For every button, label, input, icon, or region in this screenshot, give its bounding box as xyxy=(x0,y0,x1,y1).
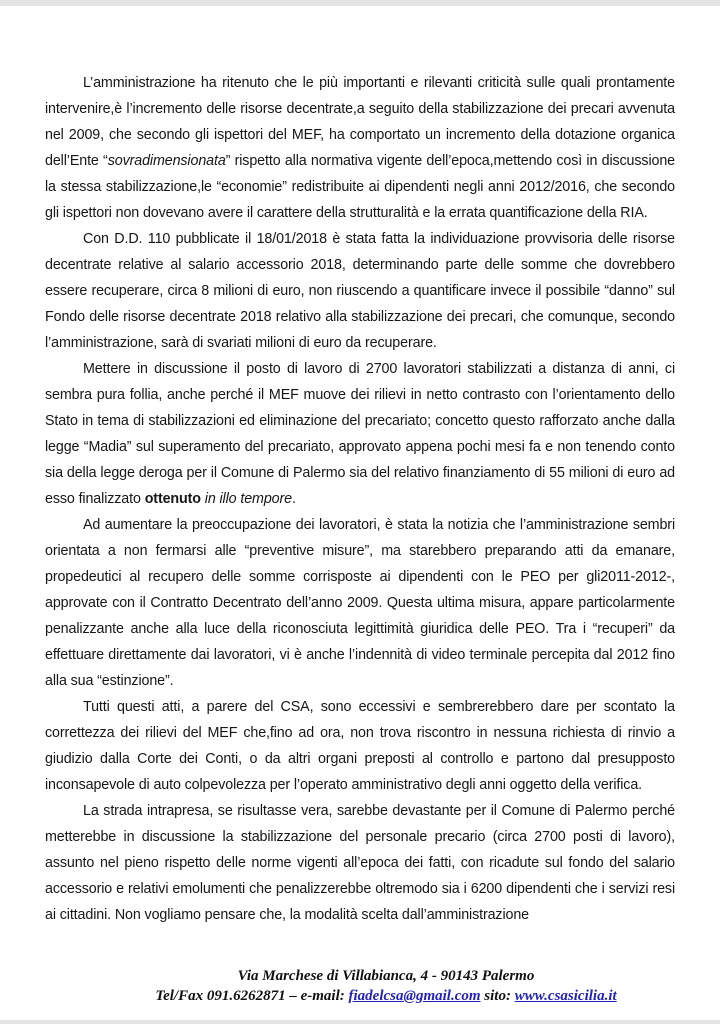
footer-site-link[interactable]: www.csasicilia.it xyxy=(514,988,617,1004)
text-run: La strada intrapresa, se risultasse vera, sarebbe devastante per il Comune di Palermo perché metterebbe in discussione la stabilizzazione del personale precario (circa 2700 posti di lavoro), assunto nel pieno rispetto delle norme vigenti all’epoca dei fatti, con ricadute sul fondo del salario accessorio e relativi emolumenti che penalizzerebbe oltremodo sia i 6200 dipendenti che i servizi resi ai cittadini. Non vogliamo pensare che, la modalità scelta dall’amministrazione xyxy=(45,803,675,923)
paragraph xyxy=(45,70,675,226)
text-run: in illo tempore xyxy=(204,491,292,507)
text-run: Con D.D. 110 pubblicate il 18/01/2018 è stata fatta la individuazione provvisoria delle risorse decentrate relative al salario accessorio 2018, determinando parte delle somme che dovrebbero essere recuperare, circa 8 milioni di euro, non riuscendo a quantificare invece il possibile “danno” sul Fondo delle risorse decentrate 2018 relativo alla stabilizzazione dei precari, che comunque, secondo l’amministrazione, sarà di svariati milioni di euro da recuperare. xyxy=(45,231,675,351)
paragraph xyxy=(45,512,675,694)
footer-site-label: sito: xyxy=(480,988,515,1004)
paragraph xyxy=(45,694,675,798)
page-top-edge-strip xyxy=(0,0,720,6)
footer-contact-line xyxy=(52,986,720,1006)
text-run: ” rispetto alla normativa vigente dell’epoca,mettendo così in discussione la stessa stabilizzazione,le “economie” redistribuite ai dipendenti negli anni 2012/2016, che secondo gli ispettori non dovevano avere il carattere della strutturalità e la errata quantificazione della RIA. xyxy=(45,153,675,221)
text-run: sovradimensionata xyxy=(107,153,226,169)
text-run: Ad aumentare la preoccupazione dei lavoratori, è stata la notizia che l’amministrazione sembri orientata a non fermarsi alle “preventive misure”, ma starebbero preparando atti da emanare, propedeutici al recupero delle somme corrisposte ai dipendenti con le PEO per gli2011-2012-, approvate con il Contratto Decentrato dell’anno 2009. Questa ultima misura, appare particolarmente penalizzante anche alla luce della riconosciuta legittimità giuridica delle PEO. Tra i “recuperi” da effettuare direttamente dai lavoratori, vi è anche l’indennità di video terminale percepita dal 2012 fino alla sua “estinzione”. xyxy=(45,517,675,689)
text-run: Mettere in discussione il posto di lavoro di 2700 lavoratori stabilizzati a distanza di anni, ci sembra pura follia, anche perché il MEF muove dei rilievi in netto contrasto con l’orientamento dello Stato in tema di stabilizzazioni ed eliminazione del precariato; concetto questo rafforzato anche dalla legge “Madia” sul superamento del precariato, approvato appena pochi mesi fa e non tenendo conto sia della legge deroga per il Comune di Palermo sia del relativo finanziamento di 55 milioni di euro ad esso finalizzato xyxy=(45,361,675,507)
text-run: . xyxy=(291,491,296,507)
paragraph xyxy=(45,798,675,928)
page-footer xyxy=(0,966,720,1006)
text-run: L’amministrazione ha ritenuto che le più importanti e rilevanti criticità sulle quali prontamente intervenire,è l’incremento delle risorse decentrate,a seguito della stabilizzazione dei precari avvenuta nel 2009, che secondo gli ispettori del MEF, ha comportato un incremento della dotazione organica dell’Ente “ xyxy=(45,75,675,169)
text-run: Tutti questi atti, a parere del CSA, sono eccessivi e sembrerebbero dare per scontato la correttezza dei rilievi del MEF che,fino ad ora, non trova riscontro in nessuna richiesta di rinvio a giudizio dalla Corte dei Conti, o da altri organi preposti al controllo e partono dal presupposto inconsapevole di auto colpevolezza per l’operato amministrativo degli anni oggetto della verifica. xyxy=(45,699,675,793)
page-bottom-edge-strip xyxy=(0,1020,720,1024)
footer-email-link[interactable]: fiadelcsa@gmail.com xyxy=(348,988,481,1004)
footer-address: Via Marchese di Villabianca, 4 - 90143 Palermo xyxy=(237,968,535,984)
paragraph xyxy=(45,356,675,512)
document-body xyxy=(45,70,675,928)
paragraph xyxy=(45,226,675,356)
text-run: ottenuto xyxy=(144,491,201,507)
footer-contact-prefix: Tel/Fax 091.6262871 – e-mail: xyxy=(155,988,349,1004)
